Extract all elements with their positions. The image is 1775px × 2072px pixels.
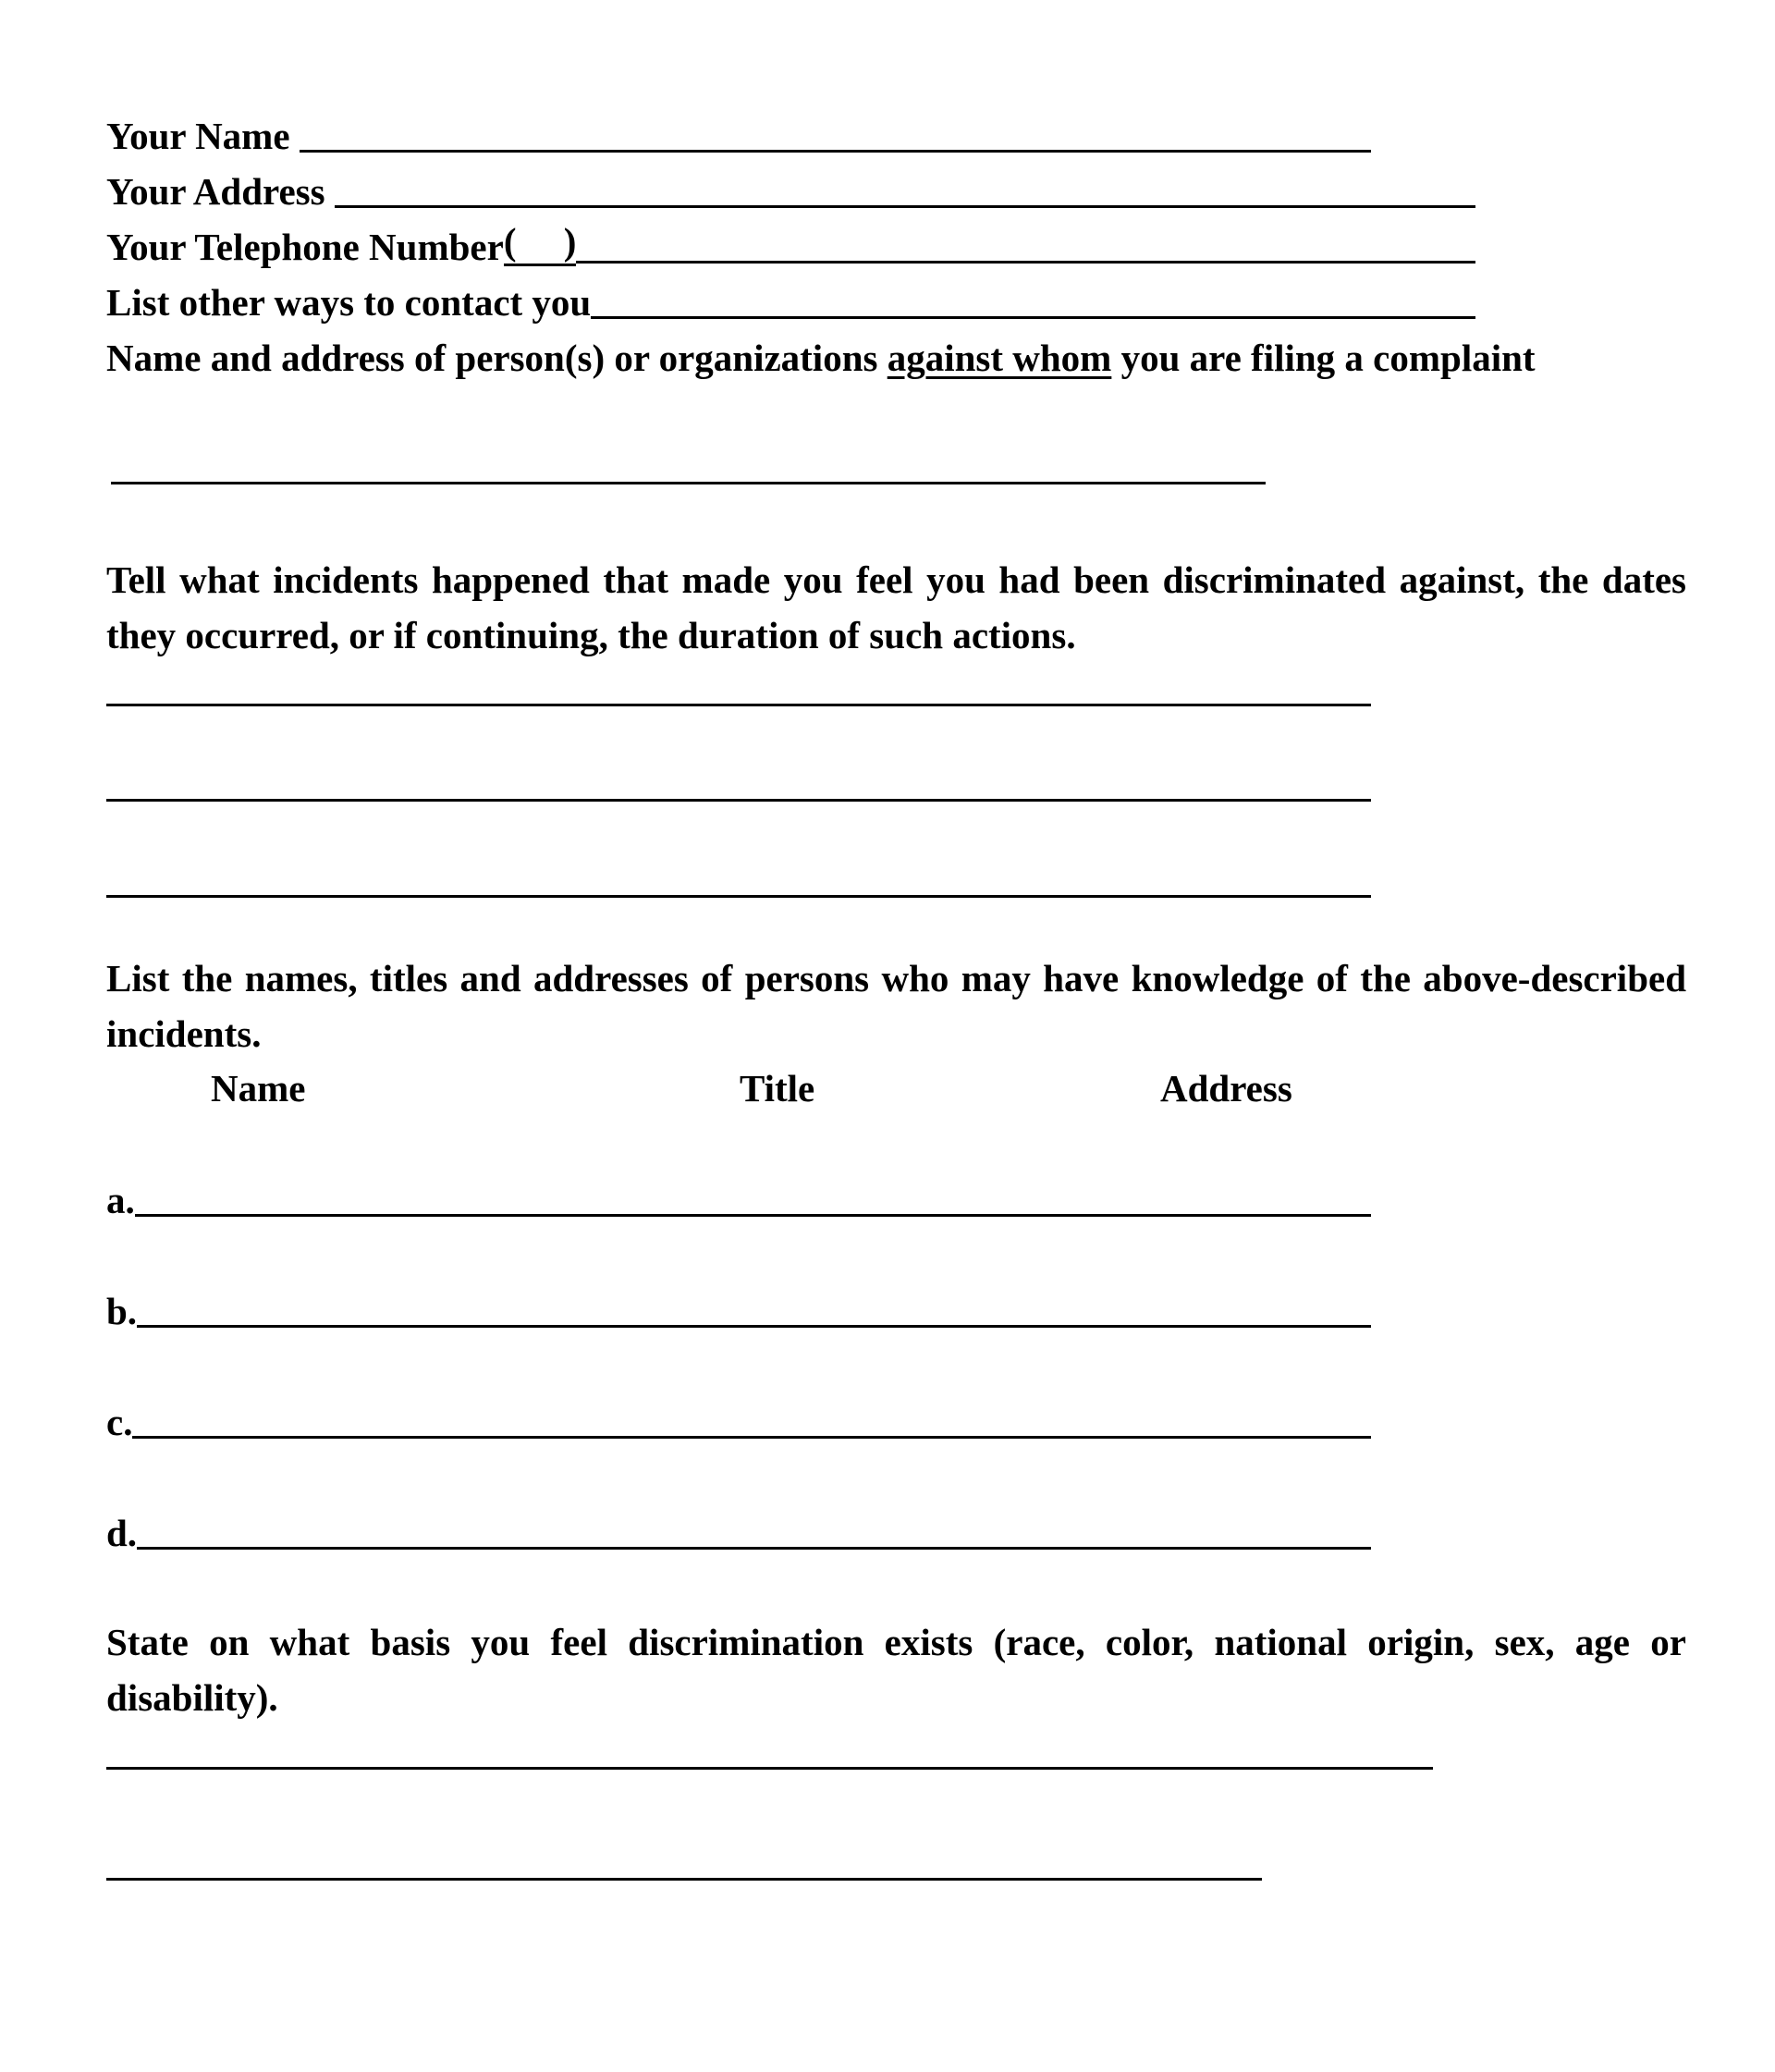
witness-row-a[interactable] (106, 1172, 1371, 1228)
witness-line-c[interactable] (132, 1436, 1371, 1439)
witness-row-c[interactable] (106, 1394, 1371, 1450)
against-whom-prompt (106, 330, 1686, 386)
incidents-prompt: Tell what incidents happened that made you feel you had been discriminated against, the dates they occurred, or if continuing, the duration of such actions. (106, 558, 1686, 656)
against-whom-line[interactable] (111, 482, 1266, 484)
witness-label-d: d. (106, 1512, 138, 1554)
telephone-field[interactable] (106, 219, 1475, 275)
witness-line-b[interactable] (137, 1325, 1371, 1328)
witness-label-b: b. (106, 1290, 138, 1332)
other-contact-line[interactable] (591, 316, 1475, 319)
basis-line-2[interactable] (106, 1878, 1262, 1881)
telephone-line[interactable] (576, 261, 1475, 264)
witness-line-a[interactable] (135, 1214, 1371, 1217)
your-address-field[interactable] (106, 164, 1475, 219)
other-contact-label: List other ways to contact you (106, 281, 592, 324)
witness-label-c: c. (106, 1401, 133, 1443)
witness-line-d[interactable] (137, 1547, 1371, 1550)
column-header-name: Name (211, 1067, 306, 1110)
area-code-blank[interactable]: ( ) (504, 219, 577, 266)
witness-row-d[interactable] (106, 1505, 1371, 1561)
your-name-field[interactable] (106, 108, 1371, 164)
telephone-label: Your Telephone Number (106, 226, 504, 268)
incidents-line-1[interactable] (106, 704, 1371, 706)
against-prefix: Name and address of person(s) or organizations (106, 337, 888, 379)
your-address-label: Your Address (106, 170, 335, 213)
your-name-label: Your Name (106, 115, 300, 157)
against-suffix: you are filing a complaint (1111, 337, 1536, 379)
against-whom-underlined: against whom (887, 337, 1112, 379)
basis-line-1[interactable] (106, 1767, 1433, 1770)
column-header-title: Title (740, 1067, 815, 1110)
your-address-line[interactable] (335, 205, 1475, 208)
column-header-address: Address (1160, 1067, 1292, 1110)
witness-label-a: a. (106, 1179, 135, 1221)
your-name-line[interactable] (300, 150, 1371, 153)
witness-row-b[interactable] (106, 1283, 1371, 1339)
other-contact-field[interactable] (106, 275, 1475, 330)
incidents-line-3[interactable] (106, 895, 1371, 898)
incidents-line-2[interactable] (106, 799, 1371, 802)
witnesses-prompt: List the names, titles and addresses of persons who may have knowledge of the above-described incidents. (106, 957, 1686, 1055)
basis-prompt: State on what basis you feel discrimination exists (race, color, national origin, sex, age or disability). (106, 1621, 1686, 1719)
